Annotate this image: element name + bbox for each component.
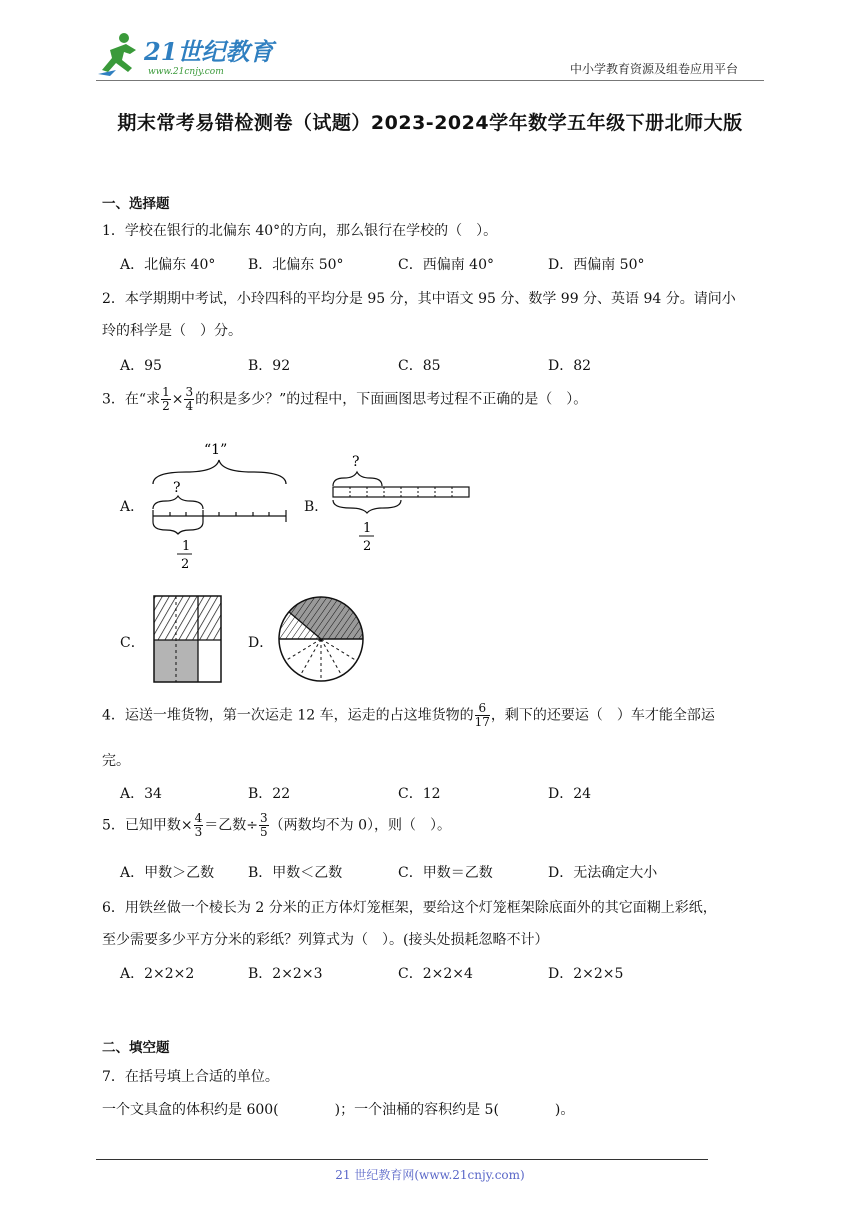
section-heading-choice: 一、选择题 xyxy=(102,196,170,212)
figb-part-brace xyxy=(333,472,382,486)
q6-option-a: A．2×2×2 xyxy=(120,966,195,982)
site-logo xyxy=(96,30,274,78)
figd-dashed-radii xyxy=(285,639,357,681)
logo-url: www.21cnjy.com xyxy=(148,67,224,77)
q5-f2-den: 5 xyxy=(260,825,268,839)
figa-frac-num: 1 xyxy=(182,539,191,554)
q5-fraction-1 xyxy=(194,812,204,839)
q2-option-b: B．92 xyxy=(248,358,291,374)
header-rule xyxy=(96,80,764,81)
q6-option-b: B．2×2×3 xyxy=(248,966,323,982)
q3-f2-den: 4 xyxy=(185,399,194,413)
q2-option-a: A．95 xyxy=(120,358,162,374)
q3-option-b-label: B． xyxy=(304,499,329,515)
q3-f1-den: 2 xyxy=(162,399,170,413)
question-7-line1: 7．在括号填上合适的单位。 xyxy=(102,1069,279,1085)
q5-fraction-2 xyxy=(259,812,269,839)
q3-option-a-label: A． xyxy=(120,499,145,515)
figb-frac-num: 1 xyxy=(363,521,372,536)
figc-hatched-top xyxy=(154,596,221,640)
figa-part-brace xyxy=(153,496,203,509)
q3-option-d-label: D． xyxy=(248,635,274,651)
question-3 xyxy=(102,386,587,413)
section-heading-fill: 二、填空题 xyxy=(102,1040,170,1056)
q3-prefix: 3．在“求 xyxy=(102,391,161,408)
q5-middle: ＝乙数÷ xyxy=(204,817,259,834)
question-4-line1 xyxy=(102,702,715,729)
figb-half-brace xyxy=(333,500,401,513)
q3-figure-c xyxy=(150,593,226,685)
figa-half-brace xyxy=(153,522,203,534)
question-6-line1: 6．用铁丝做一个棱长为 2 分米的正方体灯笼框架，要给这个灯笼框架除底面外的其它面糊上彩纸， xyxy=(102,900,717,916)
q4-option-c: C．12 xyxy=(398,786,441,802)
q5-f1-den: 3 xyxy=(194,825,203,839)
q6-option-c: C．2×2×4 xyxy=(398,966,473,982)
q3-figure-a xyxy=(146,438,296,572)
question-2-line2: 玲的科学是（ ）分。 xyxy=(102,323,242,339)
q5-prefix: 5．已知甲数× xyxy=(102,817,193,834)
question-4-line2: 完。 xyxy=(102,753,130,769)
q4-option-b: B．22 xyxy=(248,786,291,802)
q5-f1-num: 4 xyxy=(194,811,203,825)
q4-prefix: 4．运送一堆货物，第一次运走 12 车，运走的占这堆货物的 xyxy=(102,707,474,724)
q1-option-c: C．西偏南 40° xyxy=(398,257,494,273)
q3-figure-d xyxy=(274,594,368,686)
q3-fraction-1 xyxy=(161,386,171,413)
question-2-line1: 2．本学期期中考试，小玲四科的平均分是 95 分，其中语文 95 分、数学 99 分、英语 94 分。请问小 xyxy=(102,291,736,307)
q5-f2-num: 3 xyxy=(260,811,268,825)
figa-frac-den: 2 xyxy=(181,557,190,572)
question-6-line2: 至少需要多少平方分米的彩纸？列算式为（ ）。(接头处损耗忽略不计） xyxy=(102,932,549,948)
q5-suffix: （两数均不为 0），则（ ）。 xyxy=(269,817,452,834)
q5-option-a: A．甲数＞乙数 xyxy=(120,865,215,881)
q3-f2-num: 3 xyxy=(185,385,194,399)
q4-fraction xyxy=(475,702,490,729)
q3-fraction-2 xyxy=(184,386,194,413)
q1-option-d: D．西偏南 50° xyxy=(548,257,645,273)
q2-option-c: C．85 xyxy=(398,358,441,374)
figb-question-mark: ? xyxy=(352,454,360,470)
q3-option-c-label: C． xyxy=(120,635,145,651)
logo-text: 21世纪教育 xyxy=(144,37,274,66)
q4-f-num: 6 xyxy=(475,702,490,716)
q3-f1-num: 1 xyxy=(162,385,170,399)
q4-f-den: 17 xyxy=(474,715,490,729)
q4-option-a: A．34 xyxy=(120,786,162,802)
q5-option-c: C．甲数＝乙数 xyxy=(398,865,493,881)
q6-option-d: D．2×2×5 xyxy=(548,966,624,982)
figa-question-mark: ? xyxy=(173,480,181,496)
q3-times: × xyxy=(171,391,184,408)
question-1: 1．学校在银行的北偏东 40°的方向，那么银行在学校的（ ）。 xyxy=(102,223,498,239)
footer-rule xyxy=(96,1159,708,1160)
page-title: 期末常考易错检测卷（试题）2023-2024学年数学五年级下册北师大版 xyxy=(117,112,743,134)
q4-suffix: ，剩下的还要运（ ）车才能全部运 xyxy=(490,707,715,724)
question-7-line2: 一个文具盒的体积约是 600( )；一个油桶的容积约是 5( )。 xyxy=(102,1102,575,1118)
question-5 xyxy=(102,812,451,839)
q3-suffix: 的积是多少？”的过程中，下面画图思考过程不正确的是（ ）。 xyxy=(195,391,588,408)
q5-option-d: D．无法确定大小 xyxy=(548,865,658,881)
figb-frac-den: 2 xyxy=(363,539,372,554)
q3-figure-b xyxy=(328,450,474,554)
q1-option-a: A．北偏东 40° xyxy=(120,257,216,273)
q4-option-d: D．24 xyxy=(548,786,592,802)
header-tagline: 中小学教育资源及组卷应用平台 xyxy=(570,62,739,76)
q1-option-b: B．北偏东 50° xyxy=(248,257,344,273)
figa-whole-label: “1” xyxy=(204,442,228,458)
q5-option-b: B．甲数＜乙数 xyxy=(248,865,343,881)
footer-text: 21 世纪教育网(www.21cnjy.com) xyxy=(335,1168,525,1182)
figb-dividers xyxy=(350,487,452,497)
q2-option-d: D．82 xyxy=(548,358,592,374)
